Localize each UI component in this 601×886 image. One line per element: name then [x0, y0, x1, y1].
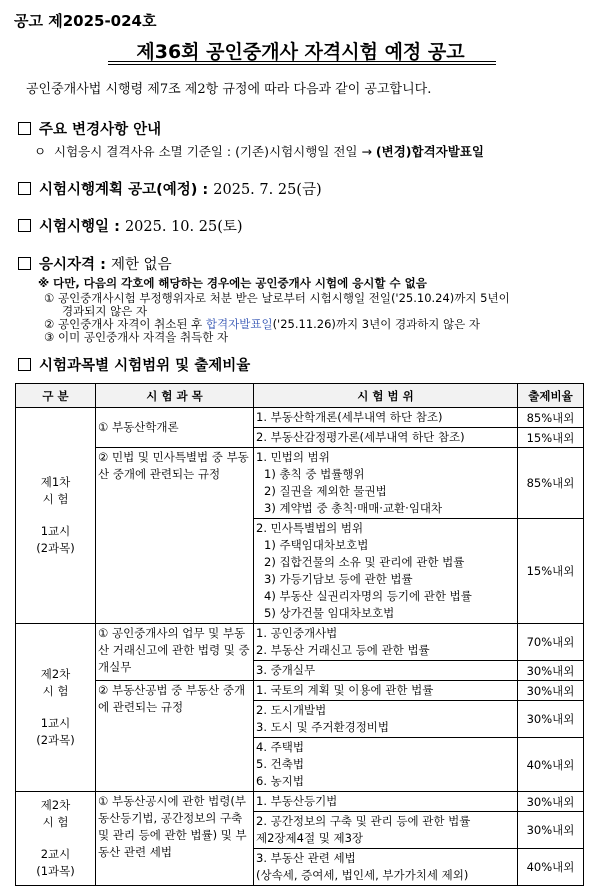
range-line: 2. 민사특별법의 범위	[256, 521, 364, 535]
table-row	[16, 792, 584, 812]
table-header-row	[16, 384, 584, 408]
subject-name: ② 민법 및 민사특별법 중 부동산 중개에 관련되는 규정	[98, 450, 249, 481]
subject-name: ② 부동산공법 중 부동산 중개에 관련되는 규정	[98, 683, 246, 714]
table-row	[16, 681, 584, 701]
rate-cell: 85%내외	[518, 448, 584, 519]
range-line: 1) 주택임대차보호법	[264, 538, 369, 552]
section-plan: 시험시행계획 공고(예정) : 2025. 7. 25(금)	[18, 178, 322, 199]
header-range: 시 험 범 위	[254, 384, 518, 408]
category-line: 시 험	[42, 815, 69, 830]
range-line: 제2장제4절 및 제3장	[256, 831, 364, 845]
eligibility-item-1-cont: 경과되지 않은 자	[62, 304, 148, 318]
range-cell	[254, 681, 518, 701]
changes-item: ㅇ 시험응시 결격사유 소멸 기준일 : (기존)시험시행일 전일 → (변경)합격자발표일	[34, 144, 484, 159]
range-cell	[254, 428, 518, 448]
subject-cell	[96, 681, 254, 792]
range-line: 1) 총칙 중 법률행위	[264, 467, 365, 481]
range-cell	[254, 738, 518, 792]
range-line: 3) 계약법 중 총칙·매매·교환·임대차	[264, 501, 443, 515]
category-line: 제1차	[40, 475, 71, 489]
range-line: 3. 도시 및 주거환경정비법	[256, 720, 390, 734]
subject-name: ① 부동산공시에 관한 법령(부동산등기법, 공간정보의 구축 및 관리 등에 관한 법률) 및 부동산 관련 세법	[98, 794, 247, 859]
section-exam-date: 시험시행일 : 2025. 10. 25(토)	[18, 215, 243, 236]
range-cell	[254, 519, 518, 624]
range-line: 5) 상가건물 임대차보호법	[264, 606, 395, 620]
category-line: 제2차	[40, 667, 71, 681]
category-line: 1교시	[40, 523, 71, 538]
subject-cell	[96, 624, 254, 681]
subject-name: ① 부동산학개론	[98, 420, 179, 434]
rate-cell: 30%내외	[518, 792, 584, 812]
checkbox-square-icon	[18, 122, 31, 135]
page-title: 제36회 공인중개사 자격시험 예정 공고	[136, 41, 465, 63]
range-line: 2. 부동산 거래신고 등에 관한 법률	[256, 643, 430, 657]
range-line: 6. 농지법	[256, 774, 304, 788]
range-line: 5. 건축법	[256, 757, 304, 771]
range-line: 4. 주택법	[256, 740, 304, 754]
range-line: 3. 부동산 관련 세법	[256, 851, 356, 865]
rate-cell: 30%내외	[518, 812, 584, 849]
header-subject: 시 험 과 목	[96, 384, 254, 408]
range-line: 2. 도시개발법	[256, 703, 327, 717]
section-changes-heading: 주요 변경사항 안내	[18, 118, 161, 139]
header-category: 구 분	[16, 384, 96, 408]
range-cell	[254, 849, 518, 886]
eligibility-note: ※ 다만, 다음의 각호에 해당하는 경우에는 공인중개사 시험에 응시할 수 없음	[38, 276, 427, 290]
range-cell	[254, 448, 518, 519]
category-line: 시 험	[42, 492, 69, 507]
category-cell	[16, 624, 96, 792]
category-cell	[16, 792, 96, 886]
rate-cell: 30%내외	[518, 661, 584, 681]
category-line: 1교시	[40, 715, 71, 730]
range-line: 2. 공간정보의 구축 및 관리 등에 관한 법률	[256, 814, 471, 828]
eligibility-item-3: ③ 이미 공인중개사 자격을 취득한 자	[44, 330, 229, 344]
range-line: 2) 질권을 제외한 물권법	[264, 484, 387, 498]
category-line: 제2차	[40, 798, 71, 812]
section-eligibility: 응시자격 : 제한 없음	[18, 253, 172, 274]
title-underline-2	[108, 64, 496, 65]
rate-cell: 40%내외	[518, 849, 584, 886]
checkbox-square-icon	[18, 182, 31, 195]
header-rate: 출제비율	[518, 384, 584, 408]
range-line: 2) 집합건물의 소유 및 관리에 관한 법률	[264, 555, 465, 569]
notice-number: 공고 제2025-024호	[14, 12, 157, 30]
eligibility-item-2: ② 공인중개사 자격이 취소된 후 합격자발표일('25.11.26)까지 3년이 경과하지 않은 자	[44, 317, 481, 331]
range-cell	[254, 624, 518, 661]
subject-name: ① 공인중개사의 업무 및 부동산 거래신고에 관한 법령 및 중개실무	[98, 626, 250, 674]
section-scope-heading: 시험과목별 시험범위 및 출제비율	[18, 354, 250, 375]
range-line: 3) 가등기담보 등에 관한 법률	[264, 572, 413, 586]
subject-cell	[96, 408, 254, 448]
category-line: (2과목)	[36, 540, 75, 555]
checkbox-square-icon	[18, 219, 31, 232]
range-line: 1. 민법의 범위	[256, 450, 330, 464]
subject-cell	[96, 792, 254, 886]
range-line: 1. 부동산학개론(세부내역 하단 참조)	[256, 410, 443, 424]
checkbox-square-icon	[18, 257, 31, 270]
rate-cell: 15%내외	[518, 428, 584, 448]
range-cell	[254, 812, 518, 849]
rate-cell: 85%내외	[518, 408, 584, 428]
category-line: 2교시	[40, 846, 71, 861]
range-line: 1. 국토의 계획 및 이용에 관한 법률	[256, 683, 434, 697]
range-cell	[254, 661, 518, 681]
intro-text: 공인중개사법 시행령 제7조 제2항 규정에 따라 다음과 같이 공고합니다.	[26, 82, 432, 97]
exam-scope-table	[15, 383, 584, 886]
range-cell	[254, 408, 518, 428]
range-line: (상속세, 증여세, 법인세, 부가가치세 제외)	[256, 868, 469, 882]
range-line: 2. 부동산감정평가론(세부내역 하단 참조)	[256, 430, 465, 444]
rate-cell: 70%내외	[518, 624, 584, 661]
table-row	[16, 624, 584, 661]
category-line: (2과목)	[36, 732, 75, 747]
category-line: (1과목)	[36, 863, 75, 878]
category-line: 시 험	[42, 684, 69, 699]
subject-cell	[96, 448, 254, 624]
range-line: 1. 공인중개사법	[256, 626, 338, 640]
range-cell	[254, 792, 518, 812]
checkbox-square-icon	[18, 358, 31, 371]
rate-cell: 40%내외	[518, 738, 584, 792]
eligibility-item-1: ① 공인중개사시험 부정행위자로 처분 받은 날로부터 시험시행일 전일('25.10.24)까지 5년이	[44, 291, 510, 305]
table-row	[16, 448, 584, 519]
rate-cell: 15%내외	[518, 519, 584, 624]
range-line: 1. 부동산등기법	[256, 794, 338, 808]
category-cell	[16, 408, 96, 624]
title-underline	[108, 61, 496, 62]
range-line: 3. 중개실무	[256, 663, 316, 677]
table-row	[16, 408, 584, 428]
range-cell	[254, 701, 518, 738]
range-line: 4) 부동산 실권리자명의 등기에 관한 법률	[264, 589, 472, 603]
rate-cell: 30%내외	[518, 701, 584, 738]
rate-cell: 30%내외	[518, 681, 584, 701]
